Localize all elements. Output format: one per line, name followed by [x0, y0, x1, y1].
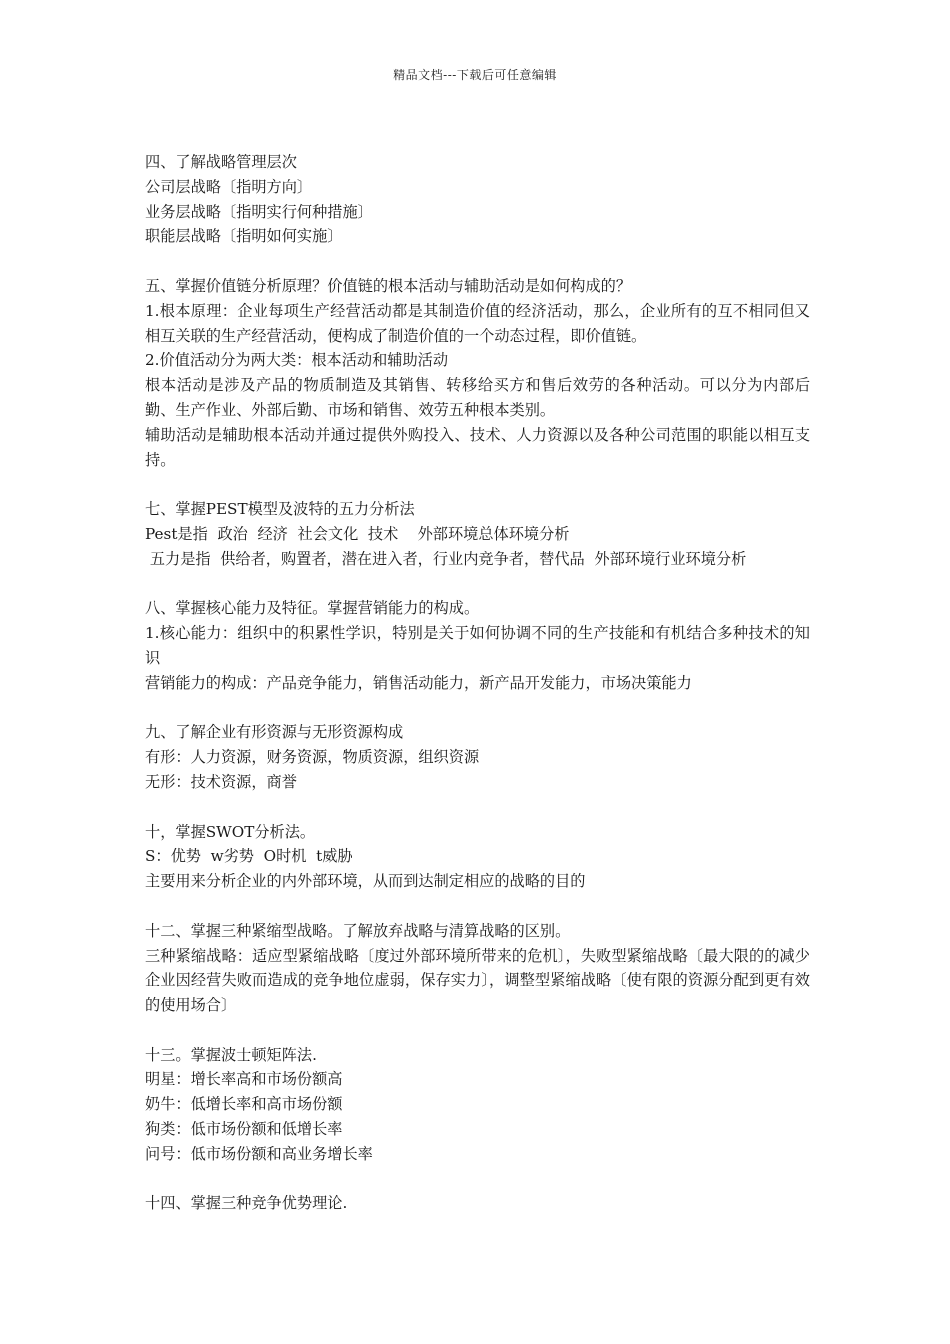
text-line: 狗类：低市场份额和低增长率: [145, 1120, 343, 1139]
text-line: 无形：技术资源，商誉: [145, 772, 297, 791]
text-line: 职能层战略〔指明如何实施〕: [145, 227, 343, 246]
spacer: [145, 572, 810, 597]
text-line: 营销能力的构成：产品竞争能力，销售活动能力，新产品开发能力，市场决策能力: [145, 673, 692, 692]
text-line: 奶牛：低增长率和高市场份额: [145, 1095, 343, 1114]
heading-4: 四、了解战略管理层次: [145, 153, 297, 171]
spacer: [145, 472, 810, 497]
text-paragraph: 1.根本原理：企业每项生产经营活动都是其制造价值的经济活动，那么，企业所有的互不相同但又相互关联的生产经营活动，便构成了制造价值的一个动态过程，即价值链。: [145, 301, 810, 345]
text-line: Pest是指 政治 经济 社会文化 技术 外部环境总体环境分析: [145, 524, 570, 543]
spacer: [145, 696, 810, 721]
heading-8: 八、掌握核心能力及特征。掌握营销能力的构成。: [145, 599, 480, 618]
text-line: 明星：增长率高和市场份额高: [145, 1070, 343, 1089]
spacer: [145, 1018, 810, 1043]
spacer: [145, 795, 810, 820]
spacer: [145, 249, 810, 274]
text-line: S：优势 w劣势 O时机 t威胁: [145, 847, 353, 866]
text-paragraph: 根本活动是涉及产品的物质制造及其销售、转移给买方和售后效劳的各种活动。可以分为内部后勤、生产作业、外部后勤、市场和销售、效劳五种根本类别。: [145, 376, 810, 419]
text-line: 2.价值活动分为两大类：根本活动和辅助活动: [145, 351, 449, 370]
heading-5: 五、掌握价值链分析原理？价值链的根本活动与辅助活动是如何构成的？: [145, 276, 631, 295]
heading-14: 十四、掌握三种竞争优势理论.: [145, 1194, 348, 1213]
text-line: 公司层战略〔指明方向〕: [145, 177, 313, 196]
text-paragraph: 三种紧缩战略：适应型紧缩战略〔度过外部环境所带来的危机〕，失败型紧缩战略〔最大限的的减少企业因经营失败而造成的竞争地位虚弱，保存实力〕，调整型紧缩战略〔使有限的资源分配到更有效的使用场合〕: [145, 946, 810, 1015]
document-body: [145, 150, 810, 1216]
heading-12: 十二、掌握三种紧缩型战略。了解放弃战略与清算战略的区别。: [145, 921, 571, 940]
text-line: 问号：低市场份额和高业务增长率: [145, 1144, 373, 1163]
text-line: 主要用来分析企业的内外部环境，从而到达制定相应的战略的目的: [145, 872, 586, 891]
spacer: [145, 1167, 810, 1192]
heading-10: 十，掌握SWOT分析法。: [145, 822, 316, 841]
heading-7: 七、掌握PEST模型及波特的五力分析法: [145, 500, 415, 519]
text-line: 有形：人力资源，财务资源，物质资源，组织资源: [145, 748, 480, 767]
heading-13: 十三。掌握波士顿矩阵法.: [145, 1045, 317, 1064]
text-paragraph: 1.核心能力：组织中的积累性学识，特别是关于如何协调不同的生产技能和有机结合多种技术的知识: [145, 624, 810, 667]
text-paragraph: 辅助活动是辅助根本活动并通过提供外购投入、技术、人力资源以及各种公司范围的职能以相互支持。: [145, 425, 810, 469]
text-line: 五力是指 供给者，购置者，潜在进入者，行业内竞争者，替代品 外部环境行业环境分析: [145, 549, 747, 568]
page-header: 精品文档---下载后可任意编辑: [393, 68, 557, 82]
heading-9: 九、了解企业有形资源与无形资源构成: [145, 723, 404, 742]
text-line: 业务层战略〔指明实行何种措施〕: [145, 202, 373, 221]
spacer: [145, 894, 810, 919]
